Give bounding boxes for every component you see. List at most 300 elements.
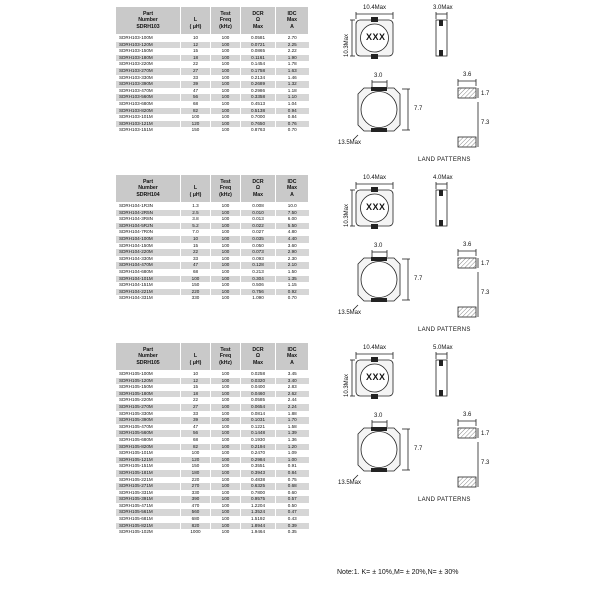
cell-test-freq: 100: [211, 61, 241, 68]
cell-test-freq: 100: [211, 282, 241, 289]
cell-inductance: 12: [181, 42, 211, 49]
cell-inductance: 100: [181, 450, 211, 457]
table-row: [116, 276, 309, 283]
thickness-dim: 5.0Max: [433, 345, 453, 351]
cell-part-number: SDRH105-330M: [116, 411, 181, 418]
table-row: [116, 457, 309, 464]
cell-idc: 3.60: [276, 243, 309, 250]
top-terminal: [371, 187, 378, 192]
cell-idc: 2.83: [276, 384, 309, 391]
cell-inductance: 27: [181, 404, 211, 411]
cell-dcr: 0.1161: [241, 55, 276, 62]
cell-test-freq: 100: [211, 229, 241, 236]
cell-part-number: SDRH103-220M: [116, 61, 181, 68]
cell-test-freq: 100: [211, 114, 241, 121]
cell-test-freq: 100: [211, 516, 241, 523]
cell-part-number: SDRH105-121M: [116, 457, 181, 464]
cell-test-freq: 100: [211, 503, 241, 510]
cell-inductance: 120: [181, 457, 211, 464]
cell-idc: 0.50: [276, 503, 309, 510]
cell-idc: 0.35: [276, 529, 309, 536]
cell-part-number: SDRH105-271M: [116, 483, 181, 490]
cell-inductance: 560: [181, 509, 211, 516]
bottom-view-core: [361, 262, 397, 298]
cell-inductance: 56: [181, 94, 211, 101]
cell-dcr: 0.022: [241, 223, 276, 230]
cell-idc: 0.68: [276, 483, 309, 490]
cell-idc: 1.20: [276, 444, 309, 451]
cell-dcr: 0.1031: [241, 417, 276, 424]
cell-test-freq: 100: [211, 529, 241, 536]
cell-test-freq: 100: [211, 210, 241, 217]
cell-inductance: 33: [181, 75, 211, 82]
cell-inductance: 180: [181, 470, 211, 477]
pad-gap-dim: 7.3: [481, 460, 490, 466]
cell-test-freq: 100: [211, 463, 241, 470]
cell-idc: 2.24: [276, 404, 309, 411]
cell-part-number: SDRH104-151M: [116, 282, 181, 289]
cell-idc: 2.44: [276, 397, 309, 404]
table-row: [116, 101, 309, 108]
cell-dcr: 0.2984: [241, 457, 276, 464]
table-row: [116, 282, 309, 289]
cell-part-number: SDRH103-150M: [116, 48, 181, 55]
cell-dcr: 0.0654: [241, 404, 276, 411]
cell-idc: 2.22: [276, 48, 309, 55]
table-row: [116, 289, 309, 296]
cell-inductance: 47: [181, 262, 211, 269]
cell-inductance: 22: [181, 249, 211, 256]
bottom-pad-top: [371, 257, 387, 261]
cell-inductance: 22: [181, 61, 211, 68]
cell-dcr: 0.213: [241, 269, 276, 276]
cell-part-number: SDRH105-151M: [116, 463, 181, 470]
table-row: [116, 127, 309, 134]
cell-dcr: 0.0865: [241, 48, 276, 55]
cell-inductance: 12: [181, 378, 211, 385]
cell-test-freq: 100: [211, 417, 241, 424]
cell-test-freq: 100: [211, 424, 241, 431]
cell-dcr: 1.090: [241, 295, 276, 302]
cell-dcr: 0.0581: [241, 35, 276, 42]
cell-inductance: 680: [181, 516, 211, 523]
table-row: [116, 295, 309, 302]
cell-inductance: 150: [181, 282, 211, 289]
table-row: [116, 269, 309, 276]
cell-inductance: 150: [181, 127, 211, 134]
cell-inductance: 39: [181, 81, 211, 88]
cell-dcr: 0.7800: [241, 490, 276, 497]
cell-idc: 1.09: [276, 450, 309, 457]
table-row: [116, 477, 309, 484]
cell-test-freq: 100: [211, 289, 241, 296]
cell-inductance: 220: [181, 289, 211, 296]
cell-test-freq: 100: [211, 477, 241, 484]
spec-table-sdrh105: [115, 342, 309, 536]
marking-text: XXX: [366, 202, 386, 212]
cell-inductance: 100: [181, 114, 211, 121]
header-inductance: L ( μH): [181, 343, 211, 371]
cell-idc: 1.78: [276, 61, 309, 68]
cell-inductance: 68: [181, 101, 211, 108]
pad-gap-dim: 7.3: [481, 120, 490, 126]
pad-height-dim: 1.7: [481, 91, 490, 97]
table-row: [116, 243, 309, 250]
cell-idc: 1.58: [276, 424, 309, 431]
cell-idc: 1.63: [276, 68, 309, 75]
cell-idc: 2.70: [276, 35, 309, 42]
cell-test-freq: 100: [211, 55, 241, 62]
header-inductance: L ( μH): [181, 7, 211, 35]
cell-idc: 1.04: [276, 101, 309, 108]
table-row: [116, 470, 309, 477]
cell-idc: 0.70: [276, 127, 309, 134]
dimension-drawing-3: [330, 343, 490, 508]
land-pad-bottom-hatch: [458, 307, 476, 317]
cell-test-freq: 100: [211, 483, 241, 490]
cell-dcr: 0.7000: [241, 114, 276, 121]
thickness-dim: 3.0Max: [433, 5, 453, 11]
header-row: [116, 7, 309, 35]
cell-dcr: 0.035: [241, 236, 276, 243]
cell-part-number: SDRH105-391M: [116, 496, 181, 503]
bottom-pad-top: [371, 427, 387, 431]
cell-dcr: 0.1758: [241, 68, 276, 75]
table-row: [116, 397, 309, 404]
pad-width-dim: 3.6: [463, 242, 472, 248]
cell-inductance: 18: [181, 55, 211, 62]
diagonal-dim: 13.5Max: [338, 310, 362, 316]
cell-part-number: SDRH104-220M: [116, 249, 181, 256]
dimension-drawing-2: [330, 173, 490, 338]
table-row: [116, 81, 309, 88]
cell-dcr: 0.1454: [241, 61, 276, 68]
table-row: [116, 121, 309, 128]
cell-idc: 1.88: [276, 411, 309, 418]
table-row: [116, 503, 309, 510]
cell-idc: 1.00: [276, 457, 309, 464]
cell-part-number: SDRH103-820M: [116, 108, 181, 115]
bottom-pad-bottom: [371, 298, 387, 302]
cell-inductance: 100: [181, 276, 211, 283]
cell-test-freq: 100: [211, 256, 241, 263]
cell-dcr: 0.0814: [241, 411, 276, 418]
cell-dcr: 0.013: [241, 216, 276, 223]
cell-part-number: SDRH103-100M: [116, 35, 181, 42]
cell-dcr: 1.3524: [241, 509, 276, 516]
cell-part-number: SDRH103-120M: [116, 42, 181, 49]
cell-idc: 1.10: [276, 94, 309, 101]
cell-inductance: 22: [181, 397, 211, 404]
land-patterns-label: LAND PATTERNS: [418, 157, 471, 163]
cell-part-number: SDRH105-680M: [116, 437, 181, 444]
cell-test-freq: 100: [211, 223, 241, 230]
bottom-terminal: [371, 394, 378, 399]
cell-part-number: SDRH105-560M: [116, 430, 181, 437]
cell-inductance: 150: [181, 463, 211, 470]
pad-height-dim: 1.7: [481, 431, 490, 437]
cell-test-freq: 100: [211, 496, 241, 503]
terminal-dim: 3.0: [374, 243, 383, 249]
cell-idc: 0.84: [276, 114, 309, 121]
cell-inductance: 1000: [181, 529, 211, 536]
cell-part-number: SDRH105-470M: [116, 424, 181, 431]
side-dim: 7.7: [414, 276, 423, 282]
table-row: [116, 371, 309, 378]
table-row: [116, 68, 309, 75]
cell-part-number: SDRH105-561M: [116, 509, 181, 516]
table-row: [116, 42, 309, 49]
cell-test-freq: 100: [211, 391, 241, 398]
cell-idc: 1.18: [276, 88, 309, 95]
terminal-dim: 3.0: [374, 73, 383, 79]
cell-part-number: SDRH105-100M: [116, 371, 181, 378]
land-pad-top-hatch: [458, 258, 476, 268]
table-row: [116, 256, 309, 263]
table-row: [116, 223, 309, 230]
cell-idc: 0.92: [276, 289, 309, 296]
table-row: [116, 378, 309, 385]
cell-idc: 1.15: [276, 282, 309, 289]
cell-part-number: SDRH105-220M: [116, 397, 181, 404]
header-dcr: DCR Ω Max: [241, 343, 276, 371]
cell-test-freq: 100: [211, 450, 241, 457]
cell-part-number: SDRH104-330M: [116, 256, 181, 263]
cell-dcr: 0.073: [241, 249, 276, 256]
cell-inductance: 5.2: [181, 223, 211, 230]
cell-part-number: SDRH105-331M: [116, 490, 181, 497]
cell-test-freq: 100: [211, 101, 241, 108]
cell-inductance: 68: [181, 437, 211, 444]
cell-inductance: 120: [181, 121, 211, 128]
cell-idc: 1.70: [276, 417, 309, 424]
cell-inductance: 15: [181, 48, 211, 55]
cell-dcr: 0.128: [241, 262, 276, 269]
table-row: [116, 88, 309, 95]
header-test-freq: Test Freq (kHz): [211, 175, 241, 203]
cell-dcr: 1.2204: [241, 503, 276, 510]
table-row: [116, 516, 309, 523]
cell-dcr: 0.1221: [241, 424, 276, 431]
pad-gap-dim: 7.3: [481, 290, 490, 296]
cell-test-freq: 100: [211, 404, 241, 411]
cell-test-freq: 100: [211, 243, 241, 250]
table-row: [116, 411, 309, 418]
terminal-dim: 3.0: [374, 413, 383, 419]
cell-inductance: 56: [181, 430, 211, 437]
cell-dcr: 0.756: [241, 289, 276, 296]
header-idc: IDC Max A: [276, 7, 309, 35]
cell-part-number: SDRH105-820M: [116, 444, 181, 451]
cell-test-freq: 100: [211, 94, 241, 101]
cell-idc: 0.60: [276, 490, 309, 497]
diagonal-dim: 13.5Max: [338, 140, 362, 146]
cell-dcr: 0.2194: [241, 444, 276, 451]
cell-dcr: 0.0721: [241, 42, 276, 49]
land-pad-top-hatch: [458, 428, 476, 438]
cell-part-number: SDRH105-471M: [116, 503, 181, 510]
cell-inductance: 330: [181, 490, 211, 497]
cell-part-number: SDRH105-150M: [116, 384, 181, 391]
table-row: [116, 236, 309, 243]
table-row: [116, 523, 309, 530]
cell-dcr: 0.093: [241, 256, 276, 263]
side-terminal-top: [439, 360, 443, 366]
cell-inductance: 390: [181, 496, 211, 503]
cell-part-number: SDRH103-680M: [116, 101, 181, 108]
cell-idc: 7.50: [276, 210, 309, 217]
table-row: [116, 229, 309, 236]
cell-test-freq: 100: [211, 249, 241, 256]
pad-height-dim: 1.7: [481, 261, 490, 267]
cell-dcr: 0.9575: [241, 496, 276, 503]
cell-part-number: SDRH103-470M: [116, 88, 181, 95]
cell-part-number: SDRH104-150M: [116, 243, 181, 250]
spec-table-sdrh104: [115, 174, 309, 302]
cell-dcr: 0.2689: [241, 81, 276, 88]
pad-width-dim: 3.6: [463, 412, 472, 418]
table-row: [116, 391, 309, 398]
cell-idc: 0.84: [276, 470, 309, 477]
cell-dcr: 0.4513: [241, 101, 276, 108]
cell-part-number: SDRH105-181M: [116, 470, 181, 477]
cell-idc: 0.94: [276, 108, 309, 115]
cell-idc: 1.39: [276, 430, 309, 437]
cell-test-freq: 100: [211, 384, 241, 391]
cell-idc: 1.46: [276, 75, 309, 82]
cell-idc: 1.50: [276, 269, 309, 276]
cell-part-number: SDRH104-100M: [116, 236, 181, 243]
cell-part-number: SDRH104-331M: [116, 295, 181, 302]
cell-part-number: SDRH105-270M: [116, 404, 181, 411]
land-pad-bottom-hatch: [458, 137, 476, 147]
cell-idc: 4.80: [276, 229, 309, 236]
cell-dcr: 0.027: [241, 229, 276, 236]
table-row: [116, 424, 309, 431]
cell-test-freq: 100: [211, 42, 241, 49]
table-row: [116, 384, 309, 391]
cell-part-number: SDRH104-2R5N: [116, 210, 181, 217]
cell-dcr: 0.3943: [241, 470, 276, 477]
land-patterns-label: LAND PATTERNS: [418, 327, 471, 333]
cell-test-freq: 100: [211, 68, 241, 75]
table-row: [116, 463, 309, 470]
cell-inductance: 15: [181, 243, 211, 250]
cell-part-number: SDRH105-681M: [116, 516, 181, 523]
table-row: [116, 437, 309, 444]
top-terminal: [371, 17, 378, 22]
cell-idc: 3.40: [276, 378, 309, 385]
cell-part-number: SDRH105-120M: [116, 378, 181, 385]
cell-dcr: 0.050: [241, 243, 276, 250]
cell-test-freq: 100: [211, 127, 241, 134]
table-row: [116, 496, 309, 503]
cell-idc: 0.91: [276, 463, 309, 470]
marking-text: XXX: [366, 372, 386, 382]
cell-test-freq: 100: [211, 378, 241, 385]
table-row: [116, 48, 309, 55]
cell-dcr: 0.010: [241, 210, 276, 217]
cell-inductance: 270: [181, 483, 211, 490]
side-terminal-bottom: [439, 220, 443, 226]
width-dim: 10.4Max: [363, 175, 387, 181]
cell-test-freq: 100: [211, 48, 241, 55]
cell-inductance: 330: [181, 295, 211, 302]
cell-idc: 0.43: [276, 516, 309, 523]
cell-part-number: SDRH105-821M: [116, 523, 181, 530]
cell-part-number: SDRH105-101M: [116, 450, 181, 457]
table-row: [116, 417, 309, 424]
header-dcr: DCR Ω Max: [241, 7, 276, 35]
cell-inductance: 82: [181, 108, 211, 115]
cell-dcr: 0.1448: [241, 430, 276, 437]
side-terminal-bottom: [439, 390, 443, 396]
table-row: [116, 114, 309, 121]
cell-test-freq: 100: [211, 81, 241, 88]
bottom-view-core: [361, 432, 397, 468]
spec-table-sdrh103: [115, 6, 309, 134]
cell-test-freq: 100: [211, 397, 241, 404]
cell-part-number: SDRH104-470M: [116, 262, 181, 269]
table-row: [116, 55, 309, 62]
table-row: [116, 444, 309, 451]
cell-part-number: SDRH104-1R3N: [116, 203, 181, 210]
cell-dcr: 0.008: [241, 203, 276, 210]
tolerance-note: Note:1. K= ± 10%,M= ± 20%,N= ± 30%: [337, 569, 459, 576]
cell-inductance: 470: [181, 503, 211, 510]
cell-part-number: SDRH105-221M: [116, 477, 181, 484]
table-row: [116, 529, 309, 536]
cell-part-number: SDRH104-101M: [116, 276, 181, 283]
cell-idc: 2.90: [276, 249, 309, 256]
cell-dcr: 0.2986: [241, 88, 276, 95]
cell-dcr: 0.7650: [241, 121, 276, 128]
side-dim: 7.7: [414, 106, 423, 112]
cell-dcr: 1.8944: [241, 523, 276, 530]
cell-part-number: SDRH103-560M: [116, 94, 181, 101]
cell-dcr: 0.0258: [241, 371, 276, 378]
cell-inductance: 3.8: [181, 216, 211, 223]
width-dim: 10.4Max: [363, 345, 387, 351]
header-part-number: Part Number SDRH104: [116, 175, 181, 203]
cell-inductance: 33: [181, 411, 211, 418]
cell-test-freq: 100: [211, 444, 241, 451]
cell-idc: 0.76: [276, 121, 309, 128]
cell-idc: 5.50: [276, 223, 309, 230]
cell-test-freq: 100: [211, 457, 241, 464]
cell-inductance: 10: [181, 35, 211, 42]
cell-idc: 1.90: [276, 55, 309, 62]
cell-inductance: 820: [181, 523, 211, 530]
cell-test-freq: 100: [211, 75, 241, 82]
cell-test-freq: 100: [211, 121, 241, 128]
cell-dcr: 0.0400: [241, 384, 276, 391]
cell-test-freq: 100: [211, 35, 241, 42]
cell-part-number: SDRH104-221M: [116, 289, 181, 296]
header-inductance: L ( μH): [181, 175, 211, 203]
cell-dcr: 1.9464: [241, 529, 276, 536]
thickness-dim: 4.0Max: [433, 175, 453, 181]
cell-part-number: SDRH104-5R2N: [116, 223, 181, 230]
bottom-terminal: [371, 54, 378, 59]
cell-test-freq: 100: [211, 411, 241, 418]
cell-inductance: 7.0: [181, 229, 211, 236]
cell-dcr: 0.0460: [241, 391, 276, 398]
cell-dcr: 0.1930: [241, 437, 276, 444]
cell-idc: 1.32: [276, 81, 309, 88]
cell-inductance: 10: [181, 236, 211, 243]
bottom-view-core: [361, 92, 397, 128]
